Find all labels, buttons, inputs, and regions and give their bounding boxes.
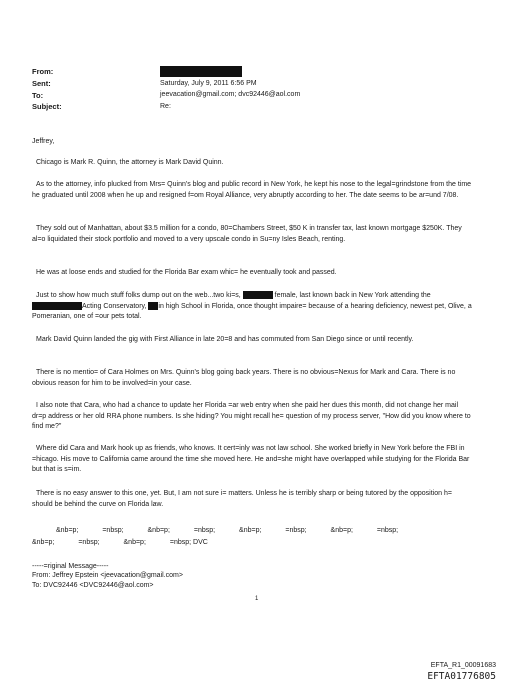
nbsp-token: =nbsp; [285,527,307,534]
nbsp-token: =nbsp; [78,539,100,546]
page-number: 1 [255,596,259,602]
subject-label: Subject: [32,102,62,111]
paragraph-5-part-b: female, last known back in New York attending the [274,292,431,299]
bates-number-small: EFTA_R1_00091683 [430,662,496,669]
nbsp-line-2 [32,539,432,546]
bates-number-large: EFTA01776805 [427,671,496,682]
redacted-sender [160,66,242,77]
original-from: From: Jeffrey Epstein <jeevacation@gmail.com> [32,572,183,579]
paragraph-1: Chicago is Mark R. Quinn, the attorney is Mark David Quinn. [36,159,224,166]
redacted-name-2 [32,302,82,310]
redacted-name-3 [148,302,158,310]
to-value: jeevacation@gmail.com; dvc92446@aol.com [160,91,301,98]
to-label: To: [32,91,44,100]
paragraph-5 [32,291,472,323]
paragraph-3: They sold out of Manhattan, about $3.5 million for a condo, 80=Chambers Street, $50 K in transfer tax, last known mortgage $250K. They al=o liquidated their stock portfolio and moved to a very upscale condo in Su=ny Isles Beach, renting. [32,225,462,243]
subject-value: Re: [160,103,171,110]
paragraph-4: He was at loose ends and studied for the Florida Bar exam whic= he eventually took and passed. [36,269,337,276]
paragraph-5-part-c: Acting Conservatory, [82,302,147,310]
paragraph-5-part-d: in high School in Florida, once thought impaire= because of a hearing deficiency, newest pet, Olive, a Pomeranian, one of =our pets total. [32,302,472,320]
nbsp-token: =nbsp; [193,527,216,534]
paragraph-6: Mark David Quinn landed the gig with First Alliance in late 20=8 and has commuted from San Diego since or until recently. [36,336,414,343]
paragraph-7: There is no mentio= of Cara Holmes on Mrs. Quinn's blog going back years. There is no obvious=Nexus for Mark and Cara. There is no obvious reason for him to be involved=in your case. [32,369,456,387]
from-label: From: [32,67,54,76]
paragraph-8: I also note that Cara, who had a chance to update her Florida =ar web entry when she paid her dues this month, did not change her mail dr=p address or her old RRA phone numbers. Is she hiding? You might recall he= question of my process server, "How did you know where to find me?" [32,402,471,430]
nbsp-token: &nb=p; [32,539,55,546]
original-to: To: DVC92446 <DVC92446@aol.com> [32,582,154,589]
nbsp-token: =nbsp; [376,527,399,534]
paragraph-2: As to the attorney, info plucked from Mrs= Quinn's blog and public record in New York, he kept his nose to the legal=grindstone from the time he graduated until 2008 when he up and resigned f=om Royal Alliance, very abruptly according to her. The date seems to be ar=und 7/08. [32,181,472,199]
nbsp-token: &nb=p; [330,527,353,534]
nbsp-token: &nb=p; [56,527,79,534]
nbsp-token: =nbsp; DVC [169,539,208,546]
paragraph-9: Where did Cara and Mark hook up as friends, who knows. It cert=inly was not law school. She worked briefly in New York before the FBI in =hicago. His move to California came around the time she moved here. He and=she might have overlapped while studying for the Florida Bar but that is s=im. [32,445,470,473]
nbsp-token: &nb=p; [123,539,146,546]
paragraph-10: There is no easy answer to this one, yet. But, I am not sure i= matters. Unless he is terribly sharp or being tutored by the opposition h= should be behind the curve on Florida law. [32,490,452,508]
sent-value: Saturday, July 9, 2011 6:56 PM [160,80,257,87]
nbsp-token: =nbsp; [102,527,124,534]
nbsp-line-1 [56,527,456,534]
greeting: Jeffrey, [32,138,55,145]
sent-label: Sent: [32,79,51,88]
original-message-divider: -----=riginal Message----- [32,563,109,570]
paragraph-5-part-a: Just to show how much stuff folks dump out on the web...two ki=s, [36,292,241,299]
nbsp-token: &nb=p; [239,527,262,534]
redacted-name-1 [243,291,273,299]
nbsp-token: &nb=p; [147,527,170,534]
